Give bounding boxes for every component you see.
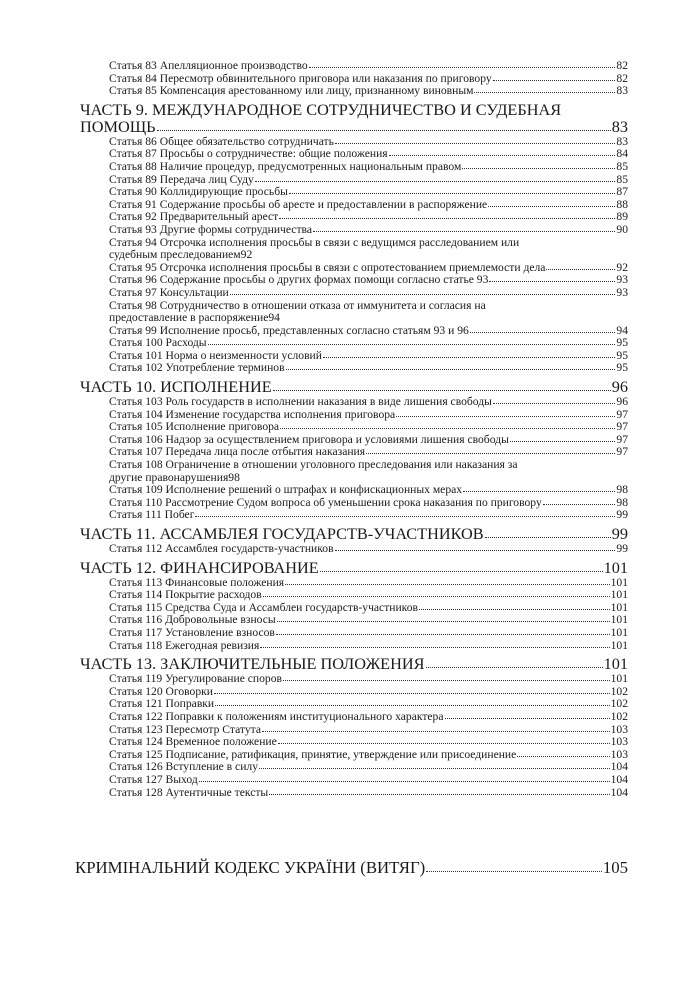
toc-entry[interactable] (80, 362, 628, 375)
toc-entry-title: Статья 105 Исполнение приговора (109, 420, 280, 434)
toc-entry-title: Статья 91 Содержание просьбы об аресте и предоставлении в распоряжение (109, 197, 488, 211)
toc-entry-title-cont: судебным преследованием (109, 248, 241, 262)
toc-entry[interactable] (80, 396, 628, 409)
toc-entry-title: Статья 112 Ассамблея государств-участников (109, 542, 334, 555)
toc-entry-page: 98 (228, 470, 240, 484)
dot-leader (493, 80, 616, 81)
toc-entry-title: Статья 92 Предварительный арест (109, 210, 279, 224)
toc-entry-title: Статья 117 Установление взносов (109, 625, 275, 639)
dot-leader (259, 768, 610, 769)
toc-part-heading-page: 99 (611, 524, 628, 543)
dot-leader (285, 584, 609, 585)
toc-entry-page: 89 (616, 210, 628, 224)
toc-entry[interactable] (80, 673, 628, 686)
toc-entry-title: Статья 111 Побег (109, 508, 195, 522)
dot-leader (214, 693, 610, 694)
toc-part-heading-title: ЧАСТЬ 12. ФИНАНСИРОВАНИЕ (80, 557, 319, 577)
toc-entry-title: Статья 94 Отсрочка исполнения просьбы в связи с ведущимся расследованием или (109, 235, 520, 249)
toc-entry-title: Статья 121 Поправки (109, 697, 215, 711)
toc-entry-title: Статья 123 Пересмотр Статута (109, 722, 261, 736)
toc-entry-title: Статья 125 Подписание, ратификация, принятие, утверждение или присоединение (109, 747, 517, 761)
toc-entry-title: Статья 120 Оговорки (109, 684, 213, 698)
toc-part-heading-page: 96 (611, 377, 628, 397)
dot-leader (289, 193, 616, 194)
toc-entry-page: 101 (610, 613, 628, 627)
toc-entry-title: Статья 104 Изменение государства исполнения приговора (109, 407, 396, 421)
toc-entry[interactable] (80, 774, 628, 787)
toc-entry-page: 103 (610, 735, 628, 749)
dot-leader (366, 453, 615, 454)
toc-part-heading-title: ЧАСТЬ 10. ИСПОЛНЕНИЕ (80, 377, 272, 397)
toc-entry-title: Статья 86 Общее обязательство сотрудничать (109, 134, 334, 148)
dot-leader (543, 504, 616, 505)
dot-leader (426, 667, 603, 668)
toc-entry-title: Статья 107 Передача лица после отбытия наказания (109, 445, 366, 459)
toc-part-heading[interactable] (80, 525, 628, 542)
toc-entry-page: 101 (610, 638, 628, 652)
toc-entry-title: Статья 85 Компенсация арестованному или лицу, признанному виновным (109, 84, 474, 98)
toc-entry-page: 90 (616, 222, 628, 236)
toc-entry[interactable] (80, 627, 628, 640)
toc-entry-title: Статья 90 Коллидирующие просьбы (109, 185, 288, 199)
toc-part-heading-title: ЧАСТЬ 9. МЕЖДУНАРОДНОЕ СОТРУДНИЧЕСТВО И СУДЕБНАЯ (80, 99, 562, 119)
dot-leader (199, 781, 610, 782)
toc-entry-title: Статья 100 Расходы (109, 336, 207, 350)
dot-leader (276, 634, 610, 635)
toc-entry-title: Статья 122 Поправки к положениям институционального характера (109, 709, 444, 723)
dot-leader (269, 794, 609, 795)
toc-entry[interactable] (80, 421, 628, 434)
toc-entry-page: 99 (616, 542, 628, 555)
toc-entry-page: 96 (616, 395, 628, 409)
toc-entry-page: 97 (616, 420, 628, 434)
toc-entry[interactable] (80, 300, 628, 325)
dot-leader (280, 428, 615, 429)
toc-entry-title: Статья 124 Временное положение (109, 735, 277, 749)
toc-entry[interactable] (80, 640, 628, 653)
toc-entry[interactable] (80, 186, 628, 199)
toc-entry-title: Статья 97 Консультации (109, 285, 229, 299)
dot-leader (462, 168, 615, 169)
dot-leader (286, 369, 616, 370)
toc-entry-page: 95 (616, 361, 628, 375)
toc-entry-page: 103 (610, 722, 628, 736)
toc-entry[interactable] (80, 337, 628, 350)
toc-entry-page: 84 (616, 147, 628, 161)
toc-entry-title: Статья 128 Аутентичные тексты (109, 785, 269, 799)
toc-entry-page: 104 (610, 772, 628, 786)
dot-leader (389, 155, 616, 156)
toc-entry-title: Статья 96 Содержание просьбы о других формах помощи согласно статье 93 (109, 273, 489, 287)
toc-entry-page: 103 (610, 747, 628, 761)
toc-entry-page: 93 (616, 285, 628, 299)
toc-part-heading-page: 101 (603, 557, 628, 577)
toc-entry-title: Статья 115 Средства Суда и Ассамблеи государств-участников (109, 600, 418, 614)
dot-leader (474, 92, 615, 93)
toc-entry-title: Статья 116 Добровольные взносы (109, 613, 276, 627)
toc-entry-continuation (109, 312, 628, 325)
dot-leader (517, 756, 609, 757)
toc-entry-page: 95 (616, 336, 628, 350)
toc-entry-title: Статья 88 Наличие процедур, предусмотренных национальным правом (109, 159, 462, 173)
toc-entry-title: Статья 108 Ограничение в отношении уголовного преследования или наказания за (109, 458, 518, 472)
toc-part-heading-title: ЧАСТЬ 11. АССАМБЛЕЯ ГОСУДАРСТВ-УЧАСТНИКОВ (80, 524, 484, 543)
toc-entry-page: 83 (616, 134, 628, 148)
toc-entry-title: Статья 95 Отсрочка исполнения просьбы в связи с опротестованием приемлемости дела (109, 260, 546, 274)
dot-leader (278, 743, 610, 744)
toc-entry-page: 101 (610, 625, 628, 639)
toc-entry-title: Статья 119 Урегулирование споров (109, 672, 282, 686)
dot-leader (230, 294, 616, 295)
toc-entry-page: 92 (616, 260, 628, 274)
toc-entry[interactable] (80, 736, 628, 749)
toc-entry-page: 94 (616, 323, 628, 337)
dot-leader (488, 206, 615, 207)
toc-entry-page: 102 (610, 709, 628, 723)
dot-leader (470, 332, 616, 333)
toc-part-heading-title: ЧАСТЬ 13. ЗАКЛЮЧИТЕЛЬНЫЕ ПОЛОЖЕНИЯ (80, 654, 425, 674)
toc-entry[interactable] (80, 459, 628, 484)
toc-entry[interactable] (80, 711, 628, 724)
toc-entry[interactable] (80, 287, 628, 300)
toc-entry-page: 93 (616, 273, 628, 287)
dot-leader (320, 571, 603, 572)
toc-entry-title: Статья 110 Рассмотрение Судом вопроса об уменьшении срока наказания по приговору (109, 495, 542, 509)
toc-entry-page: 101 (610, 672, 628, 686)
toc-entry-page: 98 (616, 495, 628, 509)
toc-part-heading[interactable] (80, 101, 628, 135)
toc-part-heading[interactable] (80, 378, 628, 395)
toc-entry-page: 104 (610, 785, 628, 799)
dot-leader (279, 218, 615, 219)
toc-entry-page: 101 (610, 600, 628, 614)
toc-entry-page: 94 (268, 311, 280, 325)
toc-entry-title: Статья 127 Выход (109, 772, 198, 786)
toc-entry[interactable] (80, 484, 628, 497)
toc-entry-title: Статья 84 Пересмотр обвинительного приговора или наказания по приговору (109, 71, 492, 85)
toc-entry[interactable] (80, 237, 628, 262)
dot-leader (157, 130, 611, 131)
dot-leader (419, 609, 610, 610)
dot-leader (323, 357, 615, 358)
toc-part-heading-page: 83 (611, 116, 628, 136)
toc-entry[interactable] (80, 787, 628, 800)
toc-entry-title: Статья 114 Покрытие расходов (109, 588, 262, 602)
toc-entry-page: 97 (616, 407, 628, 421)
toc-entry-title: Статья 99 Исполнение просьб, представленных согласно статьям 93 и 96 (109, 323, 469, 337)
dot-leader (208, 344, 616, 345)
toc-entry[interactable] (80, 589, 628, 602)
toc-entry-page: 97 (616, 445, 628, 459)
dot-leader (335, 143, 616, 144)
toc-entry-title: Статья 106 Надзор за осуществлением приговора и условиями лишения свободы (109, 432, 509, 446)
toc-entry-title: Статья 113 Финансовые положения (109, 575, 285, 589)
dot-leader (445, 718, 610, 719)
dot-leader (493, 403, 615, 404)
dot-leader (260, 647, 609, 648)
toc-part-heading-continuation (80, 118, 628, 135)
toc-entry-page: 104 (610, 760, 628, 774)
dot-leader (283, 680, 610, 681)
dot-leader (485, 537, 611, 538)
dot-leader (335, 550, 616, 551)
toc-entry-page: 102 (610, 684, 628, 698)
dot-leader (215, 705, 609, 706)
toc-entry-page: 101 (610, 588, 628, 602)
toc-entry-title: Статья 98 Сотрудничество в отношении отказа от иммунитета и согласия на (109, 298, 486, 312)
toc-part-heading[interactable] (80, 559, 628, 576)
toc-entry-title-cont: предоставление в распоряжение (109, 311, 269, 325)
dot-leader (463, 491, 615, 492)
toc-entry[interactable] (80, 224, 628, 237)
dot-leader (313, 231, 615, 232)
toc-entry-page: 88 (616, 197, 628, 211)
toc-entry[interactable] (80, 509, 628, 522)
toc-entry-continuation (109, 249, 628, 262)
toc-entry[interactable] (80, 161, 628, 174)
dot-leader (426, 871, 602, 872)
toc-entry[interactable] (80, 85, 628, 98)
toc-entry-page: 95 (616, 348, 628, 362)
toc-entry-title: Статья 103 Роль государств в исполнении наказания в виде лишения свободы (109, 395, 492, 409)
dot-leader (195, 516, 615, 517)
dot-leader (309, 67, 616, 68)
toc-part-heading-title-cont: ПОМОЩЬ (80, 116, 156, 136)
toc-final-heading-page: 105 (602, 858, 628, 877)
toc-entry-page: 87 (616, 185, 628, 199)
toc-part-heading-page: 101 (603, 654, 628, 674)
toc-entry-title: Статья 87 Просьбы о сотрудничестве: общие положения (109, 147, 388, 161)
toc-entry-page: 85 (616, 172, 628, 186)
toc-entry-page: 98 (616, 483, 628, 497)
toc-part-heading[interactable] (80, 655, 628, 672)
toc-entry-page: 102 (610, 697, 628, 711)
table-of-contents (80, 60, 628, 799)
toc-entry-title-cont: другие правонарушения (109, 470, 229, 484)
dot-leader (263, 596, 610, 597)
toc-entry-page: 97 (616, 432, 628, 446)
toc-entry[interactable] (80, 60, 628, 73)
toc-entry-title: Статья 83 Апелляционное производство (109, 59, 308, 72)
toc-entry-title: Статья 102 Употребление терминов (109, 361, 285, 375)
toc-entry-page: 83 (616, 84, 628, 98)
toc-entry-page: 99 (616, 508, 628, 522)
toc-entry-title: Статья 109 Исполнение решений о штрафах и конфискационных мерах (109, 483, 463, 497)
toc-final-heading-title: КРИМІНАЛЬНИЙ КОДЕКС УКРАЇНИ (ВИТЯГ) (75, 858, 426, 877)
dot-leader (277, 621, 610, 622)
dot-leader (489, 281, 615, 282)
toc-entry-page: 82 (616, 71, 628, 85)
dot-leader (546, 269, 615, 270)
toc-entry-page: 101 (610, 575, 628, 589)
dot-leader (262, 731, 610, 732)
toc-entry-page: 85 (616, 159, 628, 173)
toc-entry-title: Статья 126 Вступление в силу (109, 760, 258, 774)
toc-entry-page: 92 (240, 248, 253, 262)
toc-entry-title: Статья 89 Передача лиц Суду (109, 172, 254, 186)
toc-entry-title: Статья 118 Ежегодная ревизия (109, 638, 260, 652)
toc-entry-page: 82 (616, 59, 628, 72)
toc-entry-title: Статья 101 Норма о неизменности условий (109, 348, 322, 362)
dot-leader (510, 441, 616, 442)
dot-leader (396, 416, 615, 417)
toc-entry[interactable] (80, 543, 628, 556)
dot-leader (273, 390, 611, 391)
toc-entry-title: Статья 93 Другие формы сотрудничества (109, 222, 312, 236)
toc-final-heading[interactable] (75, 859, 628, 877)
dot-leader (255, 181, 616, 182)
